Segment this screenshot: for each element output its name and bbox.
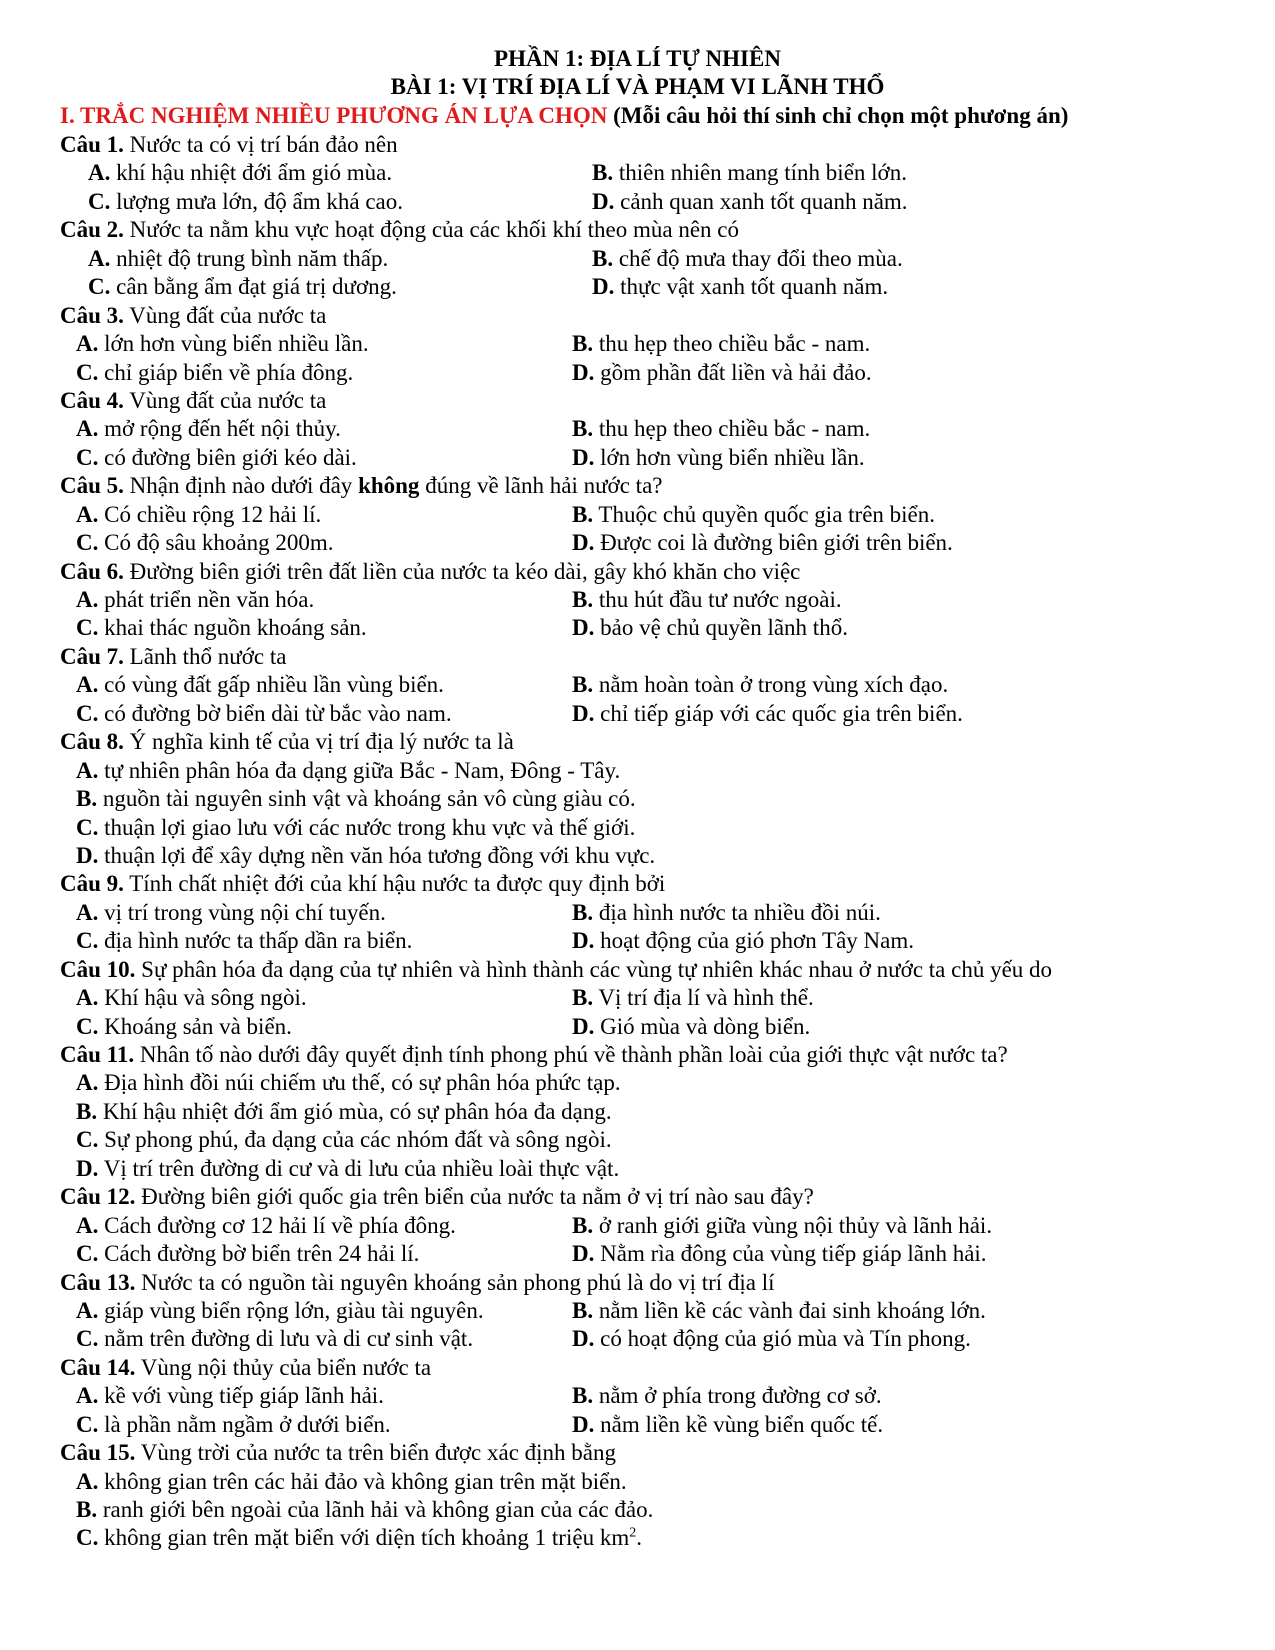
option-d <box>572 444 865 472</box>
option-label: C. <box>76 700 99 726</box>
option-a <box>76 1382 384 1410</box>
question-label: Câu 8. <box>60 729 124 755</box>
option-label: B. <box>572 587 594 612</box>
option-d <box>572 1411 883 1439</box>
option-label: C. <box>76 615 99 641</box>
option-row <box>60 330 1240 358</box>
option-text: cảnh quan xanh tốt quanh năm. <box>614 188 908 214</box>
option-text: thu hút đầu tư nước ngoài. <box>593 587 842 612</box>
question-stem <box>60 728 1240 756</box>
question-stem <box>60 131 1240 159</box>
part-title: PHẦN 1: ĐỊA LÍ TỰ NHIÊN <box>494 46 781 71</box>
question-label: Câu 14. <box>60 1354 136 1380</box>
option-label: A. <box>76 1070 99 1096</box>
option-b <box>572 1297 986 1325</box>
question-stem <box>60 1183 1240 1211</box>
option-label: B. <box>572 672 594 698</box>
option-label: B. <box>76 1098 98 1124</box>
question-label: Câu 11. <box>60 1042 135 1067</box>
option-text: Khoáng sản và biển. <box>98 1013 292 1039</box>
option-label: B. <box>572 1212 594 1238</box>
option-label: A. <box>76 416 99 442</box>
option-c <box>88 273 397 301</box>
option-text: nhiệt độ trung bình năm thấp. <box>110 245 389 271</box>
question-stem <box>60 1269 1240 1297</box>
option-row <box>60 814 1240 842</box>
option-row <box>60 700 1240 728</box>
option-b <box>592 159 907 187</box>
question-stem <box>60 216 1240 244</box>
option-row <box>60 671 1240 699</box>
question-label: Câu 5. <box>60 473 124 499</box>
option-c <box>76 529 333 557</box>
question-label: Câu 10. <box>60 956 136 982</box>
option-label: D. <box>572 530 595 556</box>
option-text: thuận lợi giao lưu với các nước trong khu vực và thế giới. <box>98 814 636 840</box>
option-text: bảo vệ chủ quyền lãnh thổ. <box>594 615 848 641</box>
option-text: có vùng đất gấp nhiều lần vùng biển. <box>98 672 444 698</box>
option-text: khí hậu nhiệt đới ẩm gió mùa. <box>110 160 393 186</box>
option-a <box>76 1468 627 1496</box>
option-d <box>572 700 963 728</box>
option-text: có hoạt động của gió mùa và Tín phong. <box>594 1326 971 1352</box>
question-text: Vùng nội thủy của biển nước ta <box>135 1354 432 1380</box>
option-c <box>76 1411 391 1439</box>
option-text: lượng mưa lớn, độ ẩm khá cao. <box>110 188 403 214</box>
option-label: B. <box>76 1497 98 1522</box>
question-stem <box>60 1439 1240 1467</box>
option-row <box>60 415 1240 443</box>
option-label: D. <box>572 700 595 726</box>
option-text: không gian trên mặt biển với diện tích khoảng 1 triệu km <box>98 1525 630 1551</box>
option-row <box>60 529 1240 557</box>
option-b <box>76 1496 653 1524</box>
option-label: D. <box>572 1241 595 1267</box>
option-text: Thuộc chủ quyền quốc gia trên biển. <box>593 501 936 527</box>
option-text: Địa hình đồi núi chiếm ưu thế, có sự phân hóa phức tạp. <box>98 1070 621 1096</box>
option-row <box>60 1013 1240 1041</box>
option-c <box>76 927 412 955</box>
option-text: gồm phần đất liền và hải đảo. <box>594 359 872 385</box>
option-row <box>60 1240 1240 1268</box>
option-label: A. <box>76 1297 99 1323</box>
option-label: C. <box>76 928 99 954</box>
option-row <box>60 1411 1240 1439</box>
option-c <box>76 444 357 472</box>
option-text: thiên nhiên mang tính biển lớn. <box>613 160 907 186</box>
option-b <box>572 984 814 1012</box>
option-row <box>60 444 1240 472</box>
option-row <box>60 359 1240 387</box>
option-suffix: . <box>636 1525 642 1551</box>
question-stem <box>60 956 1240 984</box>
option-text: nằm liền kề các vành đai sinh khoáng lớn. <box>593 1297 986 1323</box>
option-text: thuận lợi để xây dựng nền văn hóa tương đồng với khu vực. <box>98 842 656 868</box>
option-label: B. <box>572 331 594 357</box>
question-text: Đường biên giới trên đất liền của nước ta kéo dài, gây khó khăn cho việc <box>123 558 801 584</box>
option-a <box>76 586 314 614</box>
option-d <box>76 1155 619 1183</box>
option-a <box>88 245 388 273</box>
option-row <box>60 614 1240 642</box>
option-label: D. <box>76 1155 99 1181</box>
option-c <box>76 1524 642 1552</box>
option-label: D. <box>572 444 595 470</box>
option-text: nằm liền kề vùng biển quốc tế. <box>594 1411 884 1437</box>
option-label: D. <box>592 274 615 300</box>
option-a <box>76 1297 484 1325</box>
question-text: Nước ta có vị trí bán đảo nên <box>123 132 398 157</box>
option-text: khai thác nguồn khoáng sản. <box>98 615 367 641</box>
option-row <box>60 927 1240 955</box>
superscript: 2 <box>629 1525 637 1541</box>
option-text: Có độ sâu khoảng 200m. <box>98 530 334 556</box>
option-row <box>60 899 1240 927</box>
option-text: nguồn tài nguyên sinh vật và khoáng sản vô cùng giàu có. <box>97 786 636 812</box>
option-row <box>60 842 1240 870</box>
question-stem <box>60 387 1240 415</box>
question-stem <box>60 643 1240 671</box>
option-d <box>572 927 914 955</box>
option-row <box>60 501 1240 529</box>
option-c <box>76 1240 419 1268</box>
option-b <box>592 245 903 273</box>
option-row <box>60 1069 1240 1097</box>
question-text: Vùng đất của nước ta <box>123 387 327 413</box>
option-label: C. <box>76 359 99 385</box>
option-label: D. <box>572 1013 595 1039</box>
option-label: B. <box>592 160 614 186</box>
option-text: cân bằng ẩm đạt giá trị dương. <box>110 274 397 300</box>
question-text: đúng về lãnh hải nước ta? <box>419 473 663 499</box>
option-b <box>572 1212 992 1240</box>
option-b <box>572 899 881 927</box>
option-text: lớn hơn vùng biển nhiều lần. <box>98 331 369 357</box>
question-text: Lãnh thổ nước ta <box>123 643 287 669</box>
option-text: Khí hậu và sông ngòi. <box>98 985 307 1011</box>
option-text: lớn hơn vùng biển nhiều lần. <box>594 444 865 470</box>
option-label: C. <box>76 814 99 840</box>
option-text: phát triển nền văn hóa. <box>98 587 315 612</box>
option-label: C. <box>76 530 99 556</box>
option-a <box>76 501 321 529</box>
question-stem <box>60 472 1240 500</box>
option-row <box>60 586 1240 614</box>
question-label: Câu 6. <box>60 558 124 584</box>
question-text: Đường biên giới quốc gia trên biển của nước ta nằm ở vị trí nào sau đây? <box>135 1184 814 1210</box>
option-label: D. <box>592 188 615 214</box>
option-text: thu hẹp theo chiều bắc - nam. <box>593 331 871 357</box>
option-label: A. <box>76 672 99 698</box>
option-text: thực vật xanh tốt quanh năm. <box>614 274 889 300</box>
option-text: địa hình nước ta nhiều đồi núi. <box>593 899 881 925</box>
option-label: A. <box>88 245 111 271</box>
option-text: nằm hoàn toàn ở trong vùng xích đạo. <box>593 672 949 698</box>
question-label: Câu 15. <box>60 1440 136 1466</box>
option-b <box>572 330 870 358</box>
option-text: ở ranh giới giữa vùng nội thủy và lãnh hải. <box>593 1212 993 1238</box>
option-text: nằm ở phía trong đường cơ sở. <box>593 1383 882 1409</box>
option-label: C. <box>88 188 111 214</box>
question-text: Vùng đất của nước ta <box>123 302 327 328</box>
option-c <box>76 814 635 842</box>
option-row <box>60 1468 1240 1496</box>
option-label: A. <box>76 1468 99 1494</box>
question-text: Sự phân hóa đa dạng của tự nhiên và hình thành các vùng tự nhiên khác nhau ở nước ta chủ yếu do <box>135 956 1053 982</box>
option-text: tự nhiên phân hóa đa dạng giữa Bắc - Nam, Đông - Tây. <box>98 757 621 783</box>
option-row <box>60 1098 1240 1126</box>
question-stem <box>60 870 1240 898</box>
option-text: Vị trí địa lí và hình thể. <box>593 985 814 1011</box>
option-b <box>76 1098 612 1126</box>
option-row <box>60 245 1240 273</box>
option-text: địa hình nước ta thấp dần ra biển. <box>98 928 413 954</box>
option-a <box>76 415 341 443</box>
option-row <box>60 785 1240 813</box>
option-text: vị trí trong vùng nội chí tuyến. <box>98 899 386 925</box>
option-label: A. <box>76 1212 99 1238</box>
option-label: A. <box>76 985 99 1011</box>
option-a <box>76 1212 456 1240</box>
option-text: ranh giới bên ngoài của lãnh hải và không gian của các đảo. <box>97 1497 654 1522</box>
option-label: C. <box>76 1525 99 1551</box>
option-label: B. <box>592 245 614 271</box>
option-text: Có chiều rộng 12 hải lí. <box>98 501 322 527</box>
section-title: I. TRẮC NGHIỆM NHIỀU PHƯƠNG ÁN LỰA CHỌN <box>60 103 608 128</box>
option-label: B. <box>572 985 594 1011</box>
option-text: nằm trên đường di lưu và di cư sinh vật. <box>98 1326 474 1352</box>
question-label: Câu 9. <box>60 871 124 897</box>
option-label: C. <box>76 1127 99 1153</box>
question-text: Ý nghĩa kinh tế của vị trí địa lý nước ta là <box>123 729 514 755</box>
option-label: D. <box>572 359 595 385</box>
option-a <box>76 1069 621 1097</box>
option-label: A. <box>76 587 99 612</box>
option-row <box>60 1325 1240 1353</box>
question-label: Câu 1. <box>60 132 124 157</box>
question-label: Câu 2. <box>60 217 124 243</box>
option-c <box>76 700 452 728</box>
option-text: chỉ tiếp giáp với các quốc gia trên biển. <box>594 700 963 726</box>
option-text: chỉ giáp biển về phía đông. <box>98 359 354 385</box>
question-text: Nhận định nào dưới đây <box>123 473 359 499</box>
option-label: C. <box>88 274 111 300</box>
option-text: mở rộng đến hết nội thủy. <box>98 416 341 442</box>
option-row <box>60 1496 1240 1524</box>
option-label: D. <box>572 1326 595 1352</box>
question-label: Câu 7. <box>60 643 124 669</box>
option-text: Cách đường cơ 12 hải lí về phía đông. <box>98 1212 456 1238</box>
question-text: Vùng trời của nước ta trên biển được xác định bằng <box>135 1440 617 1466</box>
option-b <box>76 785 636 813</box>
option-text: Vị trí trên đường di cư và di lưu của nhiều loài thực vật. <box>98 1155 620 1181</box>
option-text: là phần nằm ngầm ở dưới biển. <box>98 1411 391 1437</box>
option-row <box>60 757 1240 785</box>
option-label: C. <box>76 1241 99 1267</box>
option-text: hoạt động của gió phơn Tây Nam. <box>594 928 914 954</box>
question-label: Câu 3. <box>60 302 124 328</box>
option-row <box>60 188 1240 216</box>
option-d <box>76 842 655 870</box>
option-row <box>60 273 1240 301</box>
question-text: Tính chất nhiệt đới của khí hậu nước ta được quy định bởi <box>123 871 666 897</box>
option-row <box>60 1155 1240 1183</box>
option-b <box>572 586 842 614</box>
option-a <box>76 899 386 927</box>
option-a <box>88 159 392 187</box>
option-b <box>572 501 935 529</box>
option-label: C. <box>76 1326 99 1352</box>
option-text: Sự phong phú, đa dạng của các nhóm đất và sông ngòi. <box>98 1127 612 1153</box>
option-label: A. <box>76 757 99 783</box>
option-c <box>76 1325 473 1353</box>
option-d <box>592 273 888 301</box>
option-c <box>76 614 367 642</box>
option-row <box>60 1297 1240 1325</box>
option-text: Khí hậu nhiệt đới ẩm gió mùa, có sự phân hóa đa dạng. <box>97 1098 612 1124</box>
option-d <box>572 1325 971 1353</box>
option-label: A. <box>76 331 99 357</box>
question-text: Nhân tố nào dưới đây quyết định tính phong phú về thành phần loài của giới thực vật nước ta? <box>134 1042 1008 1067</box>
option-row <box>60 1524 1240 1552</box>
option-text: có đường bờ biển dài từ bắc vào nam. <box>98 700 452 726</box>
question-text: Nước ta có nguồn tài nguyên khoáng sản phong phú là do vị trí địa lí <box>135 1269 775 1295</box>
option-text: có đường biên giới kéo dài. <box>98 444 357 470</box>
option-a <box>76 330 369 358</box>
option-label: A. <box>76 899 99 925</box>
option-row <box>60 159 1240 187</box>
option-c <box>76 1013 292 1041</box>
option-c <box>76 1126 612 1154</box>
option-text: Nằm rìa đông của vùng tiếp giáp lãnh hải. <box>594 1241 987 1267</box>
option-a <box>76 671 444 699</box>
question-stem <box>60 302 1240 330</box>
option-b <box>572 671 948 699</box>
question-emphasis: không <box>358 473 420 499</box>
option-label: A. <box>76 501 99 527</box>
question-label: Câu 12. <box>60 1184 136 1210</box>
question-label: Câu 13. <box>60 1269 136 1295</box>
option-label: D. <box>572 615 595 641</box>
option-label: B. <box>76 786 98 812</box>
option-c <box>76 359 353 387</box>
option-d <box>572 1013 810 1041</box>
option-row <box>60 1212 1240 1240</box>
option-label: D. <box>572 928 595 954</box>
option-text: Được coi là đường biên giới trên biển. <box>594 530 953 556</box>
option-d <box>572 614 848 642</box>
option-text: giáp vùng biển rộng lớn, giàu tài nguyên. <box>98 1297 484 1323</box>
option-b <box>572 1382 882 1410</box>
section-heading <box>60 101 1068 130</box>
section-note: (Mỗi câu hỏi thí sinh chỉ chọn một phương án) <box>613 103 1069 128</box>
option-label: B. <box>572 1297 594 1323</box>
option-text: Gió mùa và dòng biển. <box>594 1013 811 1039</box>
option-d <box>592 188 908 216</box>
option-label: D. <box>76 842 99 868</box>
option-label: C. <box>76 1411 99 1437</box>
option-label: B. <box>572 899 594 925</box>
option-c <box>88 188 403 216</box>
question-text: Nước ta nằm khu vực hoạt động của các khối khí theo mùa nên có <box>123 217 740 243</box>
option-text: thu hẹp theo chiều bắc - nam. <box>593 416 871 442</box>
option-a <box>76 757 620 785</box>
option-a <box>76 984 307 1012</box>
question-stem <box>60 558 1240 586</box>
option-row <box>60 1126 1240 1154</box>
option-d <box>572 1240 987 1268</box>
option-label: C. <box>76 444 99 470</box>
option-label: C. <box>76 1013 99 1039</box>
option-text: Cách đường bờ biển trên 24 hải lí. <box>98 1241 420 1267</box>
option-label: B. <box>572 501 594 527</box>
option-label: B. <box>572 1383 594 1409</box>
question-stem <box>60 1354 1240 1382</box>
option-label: A. <box>88 160 111 186</box>
option-label: B. <box>572 416 594 442</box>
question-label: Câu 4. <box>60 387 124 413</box>
option-d <box>572 529 953 557</box>
option-d <box>572 359 872 387</box>
option-row <box>60 984 1240 1012</box>
option-text: không gian trên các hải đảo và không gian trên mặt biển. <box>98 1468 627 1494</box>
option-row <box>60 1382 1240 1410</box>
option-label: D. <box>572 1411 595 1437</box>
option-text: kề với vùng tiếp giáp lãnh hải. <box>98 1383 384 1409</box>
option-text: chế độ mưa thay đổi theo mùa. <box>613 245 903 271</box>
lesson-title: BÀI 1: VỊ TRÍ ĐỊA LÍ VÀ PHẠM VI LÃNH THỔ <box>390 74 885 99</box>
question-stem <box>60 1041 1240 1069</box>
question-list <box>60 131 1240 1553</box>
option-b <box>572 415 870 443</box>
option-label: A. <box>76 1383 99 1409</box>
